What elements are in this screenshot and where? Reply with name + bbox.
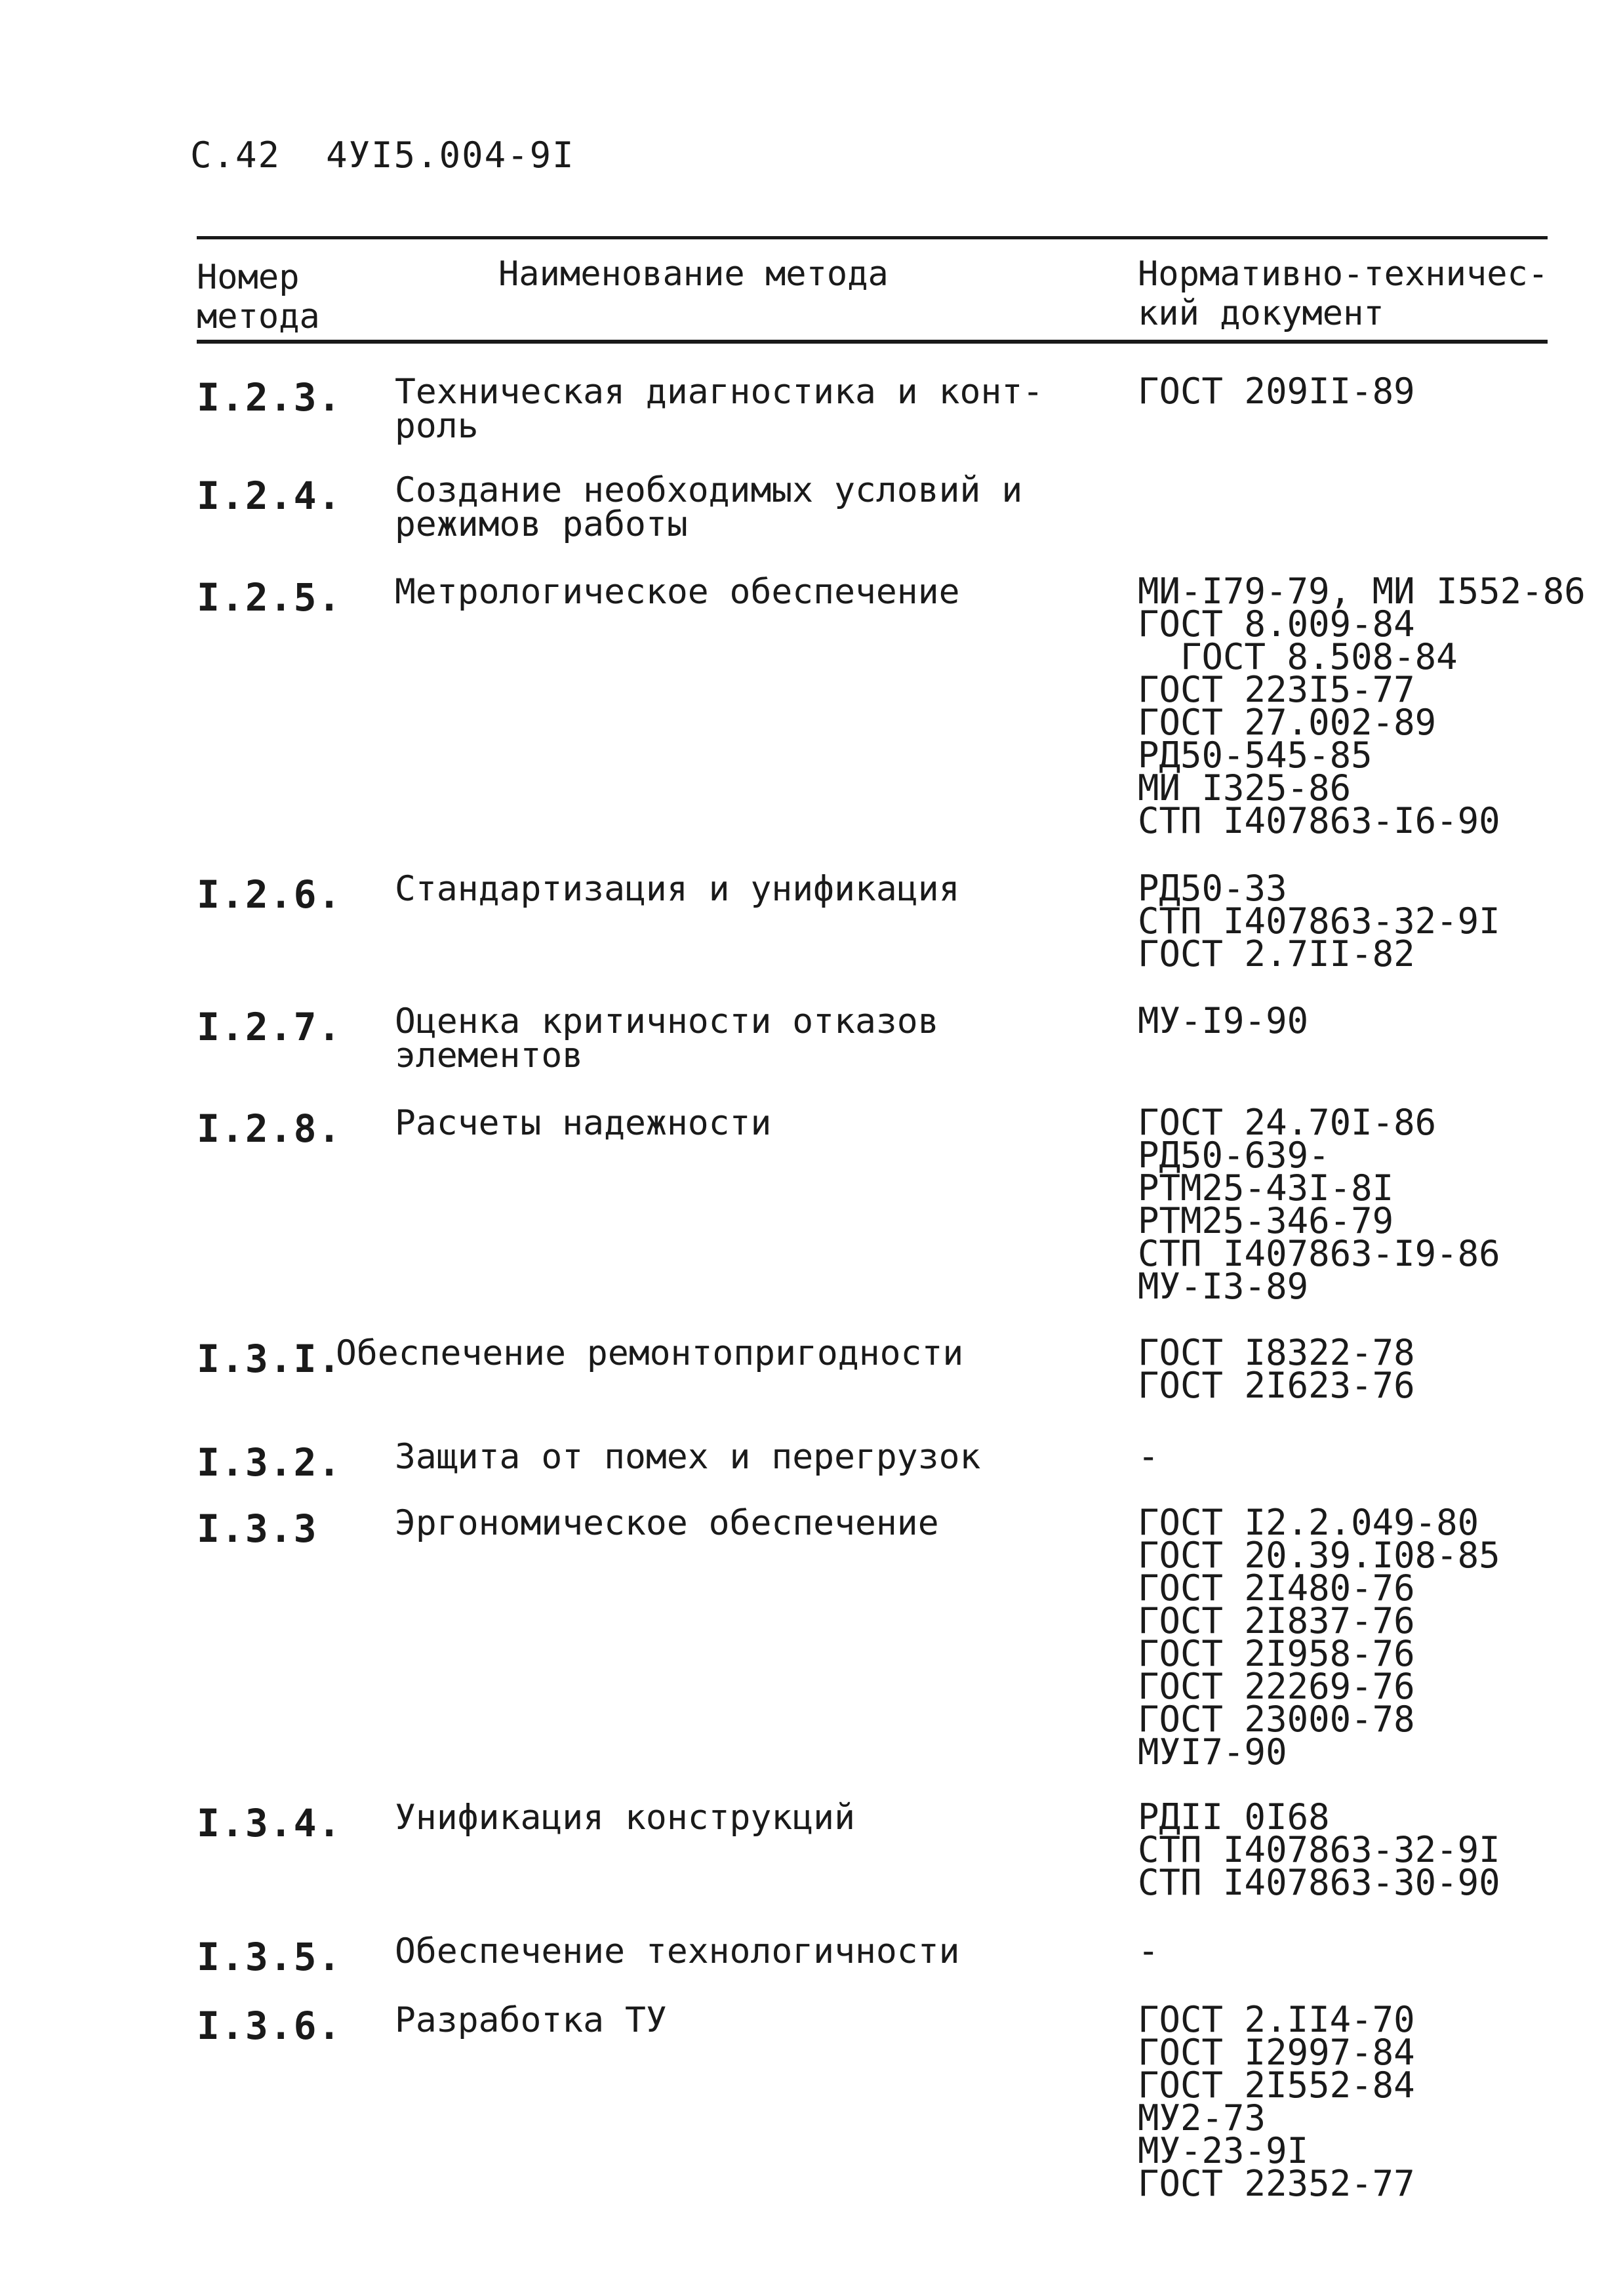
document-entry: ГОСТ 2.7II-82	[1138, 933, 1415, 975]
document-entry: РДII 0I68	[1138, 1796, 1330, 1838]
table-top-rule	[197, 236, 1548, 239]
document-entry: ГОСТ 2I480-76	[1138, 1567, 1415, 1609]
document-entry: МИ-I79-79, МИ I552-86	[1138, 571, 1586, 612]
document-entry: ГОСТ 8.009-84	[1138, 603, 1415, 645]
document-entry: МУ-I3-89	[1138, 1266, 1309, 1307]
method-name: Эргономическое обеспечение	[395, 1503, 939, 1543]
document-entry: СТП I407863-I9-86	[1138, 1233, 1500, 1274]
document-entry: ГОСТ 2I623-76	[1138, 1365, 1415, 1406]
method-number: I.3.2.	[197, 1440, 342, 1485]
method-name: Разработка ТУ	[395, 2000, 667, 2040]
page-header: С.42 4УI5.004-9I	[190, 134, 575, 176]
method-name: Оценка критичности отказов элементов	[395, 1001, 939, 1076]
method-documents	[1138, 571, 1586, 841]
method-documents	[1138, 1999, 1415, 2204]
document-entry: СТП I407863-32-9I	[1138, 900, 1500, 942]
method-documents	[1138, 1796, 1500, 1903]
document-entry: ГОСТ 2I837-76	[1138, 1600, 1415, 1641]
method-documents	[1138, 371, 1415, 412]
column-header-number	[197, 258, 320, 336]
document-entry: ГОСТ I2.2.049-80	[1138, 1502, 1479, 1543]
document-entry: МУI7-90	[1138, 1731, 1287, 1773]
method-number: I.2.7.	[197, 1005, 342, 1049]
method-name: Метрологическое обеспечение	[395, 572, 960, 612]
column-header-name	[498, 254, 889, 294]
method-documents	[1138, 1102, 1500, 1307]
document-entry: МУ2-73	[1138, 2097, 1266, 2139]
document-entry: МУ-I9-90	[1138, 1000, 1309, 1041]
method-documents	[1138, 868, 1500, 975]
document-entry: СТП I407863-I6-90	[1138, 800, 1500, 841]
document-entry: ГОСТ 8.508-84	[1180, 636, 1458, 677]
column-header-document-line2: кий документ	[1138, 294, 1384, 333]
method-name: Унификация конструкций	[395, 1798, 855, 1838]
document-entry: -	[1138, 1930, 1159, 1971]
method-number: I.2.5.	[197, 575, 342, 620]
document-entry: СТП I407863-30-90	[1138, 1862, 1500, 1903]
document-entry: ГОСТ I2997-84	[1138, 2032, 1415, 2073]
method-number: I.3.6.	[197, 2004, 342, 2048]
document-entry: ГОСТ 22269-76	[1138, 1666, 1415, 1707]
document-entry: ГОСТ 23000-78	[1138, 1699, 1415, 1740]
document-entry: ГОСТ I8322-78	[1138, 1332, 1415, 1373]
document-entry: МИ I325-86	[1138, 767, 1352, 809]
document-entry: ГОСТ 22352-77	[1138, 2163, 1415, 2204]
method-documents	[1138, 1000, 1309, 1041]
method-name: Защита от помех и перегрузок	[395, 1437, 981, 1477]
document-entry: ГОСТ 20.39.I08-85	[1138, 1535, 1500, 1576]
document-entry: СТП I407863-32-9I	[1138, 1829, 1500, 1870]
method-documents	[1138, 1930, 1159, 1971]
column-header-number-line2: метода	[197, 297, 320, 336]
document-entry: РТМ25-43I-8I	[1138, 1167, 1394, 1209]
method-name: Обеспечение ремонтопригодности	[336, 1333, 964, 1373]
column-header-number-line1: Номер	[197, 258, 300, 297]
method-number: I.3.3	[197, 1506, 318, 1551]
column-header-document	[1138, 254, 1548, 333]
method-number: I.2.8.	[197, 1106, 342, 1151]
document-entry: ГОСТ 2I552-84	[1138, 2064, 1415, 2106]
method-number: I.3.4.	[197, 1801, 342, 1845]
method-number: I.3.I.	[197, 1337, 342, 1381]
document-entry: РД50-545-85	[1138, 735, 1373, 776]
table-header-rule	[197, 340, 1548, 344]
document-entry: ГОСТ 209II-89	[1138, 371, 1415, 412]
method-number: I.2.6.	[197, 872, 342, 917]
document-entry: ГОСТ 27.002-89	[1138, 702, 1437, 743]
document-entry: ГОСТ 223I5-77	[1138, 669, 1415, 710]
method-name: Техническая диагностика и конт- роль	[395, 372, 1044, 446]
method-documents	[1138, 1436, 1159, 1477]
document-entry: ГОСТ 2.II4-70	[1138, 1999, 1415, 2040]
document-entry: РД50-639-	[1138, 1135, 1330, 1176]
document-entry: МУ-23-9I	[1138, 2130, 1309, 2171]
method-name: Стандартизация и унификация	[395, 869, 960, 909]
document-entry: ГОСТ 2I958-76	[1138, 1633, 1415, 1674]
method-name: Обеспечение технологичности	[395, 1931, 960, 1971]
document-entry: ГОСТ 24.70I-86	[1138, 1102, 1437, 1143]
column-header-name-text: Наименование метода	[498, 254, 889, 294]
method-number: I.2.3.	[197, 375, 342, 420]
document-entry: -	[1138, 1436, 1159, 1477]
method-name: Создание необходимых условий и режимов работы	[395, 470, 1023, 544]
document-entry: РТМ25-346-79	[1138, 1200, 1394, 1241]
document-entry: РД50-33	[1138, 868, 1287, 909]
method-documents	[1138, 1332, 1415, 1406]
method-number: I.2.4.	[197, 473, 342, 518]
method-name: Расчеты надежности	[395, 1103, 772, 1143]
method-number: I.3.5.	[197, 1935, 342, 1979]
column-header-document-line1: Нормативно-техничес-	[1138, 254, 1549, 294]
method-documents	[1138, 1502, 1500, 1773]
